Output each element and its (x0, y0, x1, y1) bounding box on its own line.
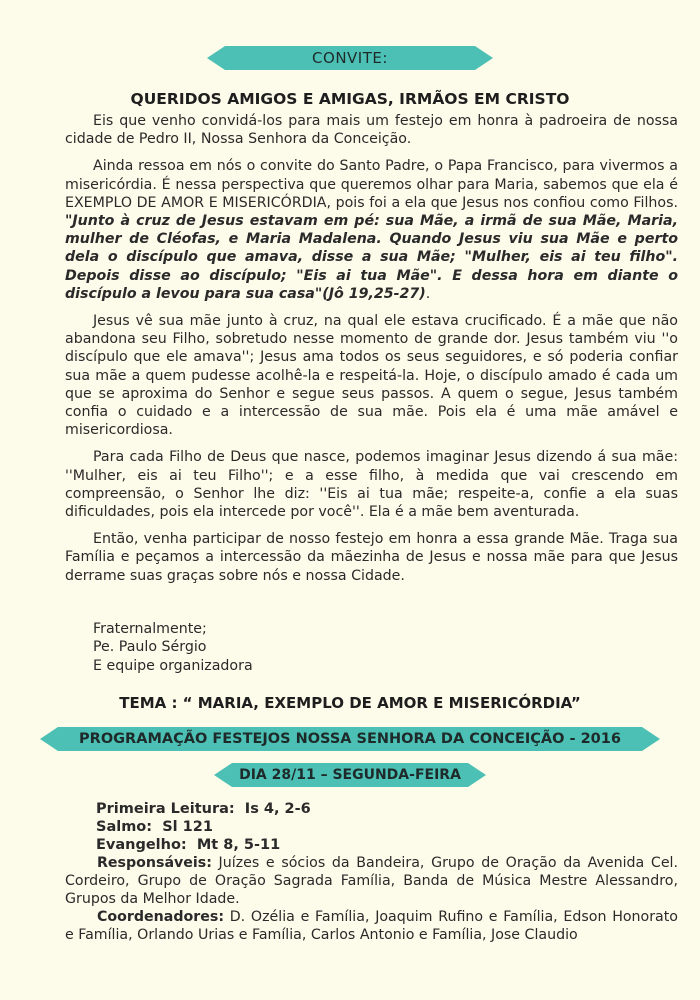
reading-value: Mt 8, 5-11 (196, 837, 281, 853)
closing: Fraternalmente; (93, 621, 207, 637)
paragraph-1: Eis que venho convidá-los para mais um festejo em honra à padroeira de nossa cidade de Pedro II, Nossa Senhora da Conceição. (65, 113, 678, 148)
reading-label: Primeira Leitura: (96, 801, 235, 817)
reading-label: Evangelho: (96, 837, 187, 853)
theme-heading: TEMA : “ MARIA, EXEMPLO DE AMOR E MISERICÓRDIA” (119, 694, 581, 712)
reading-value: Sl 121 (162, 819, 213, 835)
signer-name: Pe. Paulo Sérgio (93, 639, 207, 656)
reading-item (96, 818, 311, 836)
letter-body (65, 112, 678, 585)
day-label: DIA 28/11 – SEGUNDA-FEIRA (239, 767, 461, 783)
greeting-heading: QUERIDOS AMIGOS E AMIGAS, IRMÃOS EM CRISTO (130, 90, 570, 108)
paragraph-5: Então, venha participar de nosso festejo em honra a essa grande Mãe. Traga sua Família e peçamos a intercessão da mãezinha de Jesus e nossa mãe para que Jesus derrame suas graças sobre nós e nossa Cidade. (65, 531, 678, 584)
reading-label: Salmo: (96, 819, 153, 835)
responsibles-block (65, 854, 678, 944)
coordenadores-label: Coordenadores: (97, 909, 224, 925)
reading-item (96, 836, 311, 854)
day-banner (232, 763, 468, 787)
paragraph-3: Jesus vê sua mãe junto à cruz, na qual ele estava crucificado. É a mãe que não abandona seu Filho, sobretudo nesse momento de grande dor. Jesus também viu ''o discípulo que ele amava''; Jesus ama todos os seus seguidores, e só poderia confiar sua mãe a quem pudesse acolhê-la e respeitá-la. Hoje, o discípulo amado é cada um que se aproxima do Senhor e segue seus passos. A quem o segue, Jesus também confia o cuidado e a intercessão de sua mãe. Pois ela é uma mãe amável e misericordiosa. (65, 313, 678, 439)
paragraph-4: Para cada Filho de Deus que nasce, podemos imaginar Jesus dizendo á sua mãe: ''Mulher, eis ai teu Filho''; e a esse filho, à medida que vai crescendo em compreensão, o Senhor lhe diz: ''Eis ai tua mãe; respeite-a, confie a ela suas dificuldades, pois ela intercede por você''. Ela é a mãe bem aventurada. (65, 449, 678, 521)
reading-value: Is 4, 2-6 (244, 801, 311, 817)
reading-item (96, 800, 311, 818)
program-label: PROGRAMAÇÃO FESTEJOS NOSSA SENHORA DA CONCEIÇÃO - 2016 (79, 731, 621, 747)
paragraph-2-end: . (425, 285, 431, 302)
gospel-quote: "Junto à cruz de Jesus estavam em pé: sua Mãe, a irmã de sua Mãe, Maria, mulher de Cléofas, e Maria Madalena. Quando Jesus viu sua Mãe e perto dela o discípulo que amava, disse a sua Mãe; "Mulher, eis ai teu filho". Depois disse ao discípulo; "Eis ai tua Mãe". E dessa hora em diante o discípulo a levou para sua casa"(Jô 19,25-27) (65, 213, 678, 302)
paragraph-2 (65, 157, 678, 303)
coordenadores-paragraph (65, 908, 678, 944)
responsaveis-label: Responsáveis: (97, 855, 212, 871)
signer-team: E equipe organizadora (93, 657, 253, 674)
convite-banner (225, 46, 475, 70)
convite-label: CONVITE: (312, 49, 388, 67)
readings-list (96, 800, 311, 854)
coordenadores-text: D. Ozélia e Família, Joaquim Rufino e Família, Edson Honorato e Família, Orlando Urias e Família, Carlos Antonio e Família, Jose Claudio (65, 909, 678, 943)
responsaveis-paragraph (65, 854, 678, 908)
paragraph-2-intro: Ainda ressoa em nós o convite do Santo Padre, o Papa Francisco, para vivermos a misericórdia. É nessa perspectiva que queremos olhar para Maria, sabemos que ela é EXEMPLO DE AMOR E MISERICÓRDIA, pois foi a ela que Jesus nos confiou como Filhos. (65, 158, 678, 211)
program-banner (58, 727, 642, 751)
signature-block (93, 620, 253, 675)
responsaveis-text: Juízes e sócios da Bandeira, Grupo de Oração da Avenida Cel. Cordeiro, Grupo de Oração Sagrada Família, Banda de Música Mestre Alessandro, Grupos da Melhor Idade. (65, 855, 678, 907)
